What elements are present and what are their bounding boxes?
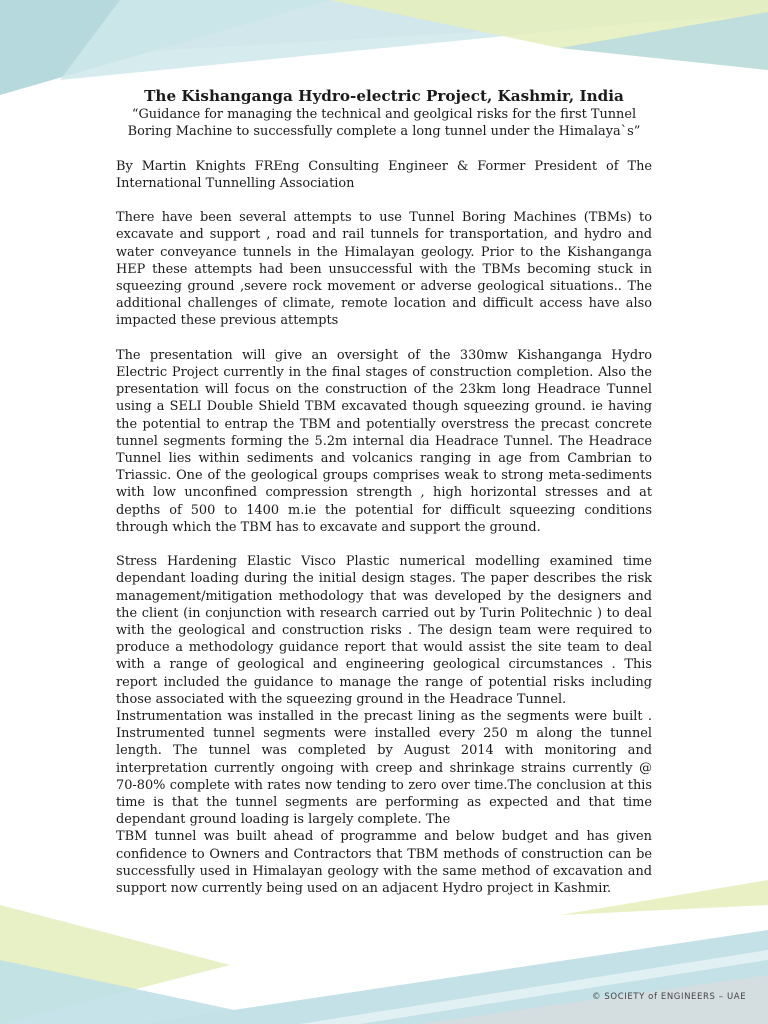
author-byline: By Martin Knights FREng Consulting Engineer & Former President of The International Tunnelling Association (116, 158, 652, 191)
spacer (116, 140, 652, 157)
document-body (116, 86, 652, 897)
paragraph-instrumentation: Instrumentation was installed in the precast lining as the segments were built . Instrumented tunnel segments were installed every 250 m along the tunnel length. The tunnel was completed by August 2014 with monitoring and interpretation currently ongoing with creep and shrinkage strains currently @ 70-80% complete with rates now tending to zero over time.The conclusion at this time is that the tunnel segments are performing as expected and that time dependant ground loading is largely complete. The (116, 709, 652, 828)
spacer (116, 330, 652, 347)
spacer (116, 536, 652, 553)
document-subtitle-line-1: “Guidance for managing the technical and geolgical risks for the first Tunnel (131, 107, 637, 122)
document-title: The Kishanganga Hydro-electric Project, Kashmir, India (144, 87, 624, 105)
spacer (116, 192, 652, 209)
paragraph-conclusion: TBM tunnel was built ahead of programme and below budget and has given confidence to Owners and Contractors that TBM methods of construction can be successfully used in Himalayan geology with the same method of excavation and support now currently being used on an adjacent Hydro project in Kashmir. (116, 829, 652, 897)
paragraph-presentation-overview: The presentation will give an oversight of the 330mw Kishanganga Hydro Electric Project currently in the final stages of construction completion. Also the presentation will focus on the construction of the 23km long Headrace Tunnel using a SELI Double Shield TBM excavated though squeezing ground. ie having the potential to entrap the TBM and potentially overstress the precast concrete tunnel segments forming the 5.2m internal dia Headrace Tunnel. The Headrace Tunnel lies within sediments and volcanics ranging in age from Cambrian to Triassic. One of the geological groups comprises weak to strong meta-sediments with low unconfined compression strength , high horizontal stresses and at depths of 500 to 1400 m.ie the potential for difficult squeezing conditions through which the TBM has to excavate and support the ground. (116, 347, 652, 535)
paragraph-modelling-methodology: Stress Hardening Elastic Visco Plastic numerical modelling examined time dependant loading during the initial design stages. The paper describes the risk management/mitigation methodology that was developed by the designers and the client (in conjunction with research carried out by Turin Politechnic ) to deal with the geological and construction risks . The design team were required to produce a methodology guidance report that would assist the site team to deal with a range of geological and engineering geological circumstances . This report included the guidance to manage the range of potential risks including those associated with the squeezing ground in the Headrace Tunnel. (116, 554, 652, 707)
copyright-footer: © SOCIETY of ENGINEERS – UAE (592, 992, 747, 1002)
paragraph-tbm-attempts: There have been several attempts to use Tunnel Boring Machines (TBMs) to excavate and support , road and rail tunnels for transportation, and hydro and water conveyance tunnels in the Himalayan geology. Prior to the Kishanganga HEP these attempts had been unsuccessful with the TBMs becoming stuck in squeezing ground ,severe rock movement or adverse geological situations.. The additional challenges of climate, remote location and difficult access have also impacted these previous attempts (116, 210, 652, 329)
document-subtitle-line-2: Boring Machine to successfully complete a long tunnel under the Himalaya`s” (127, 124, 641, 140)
